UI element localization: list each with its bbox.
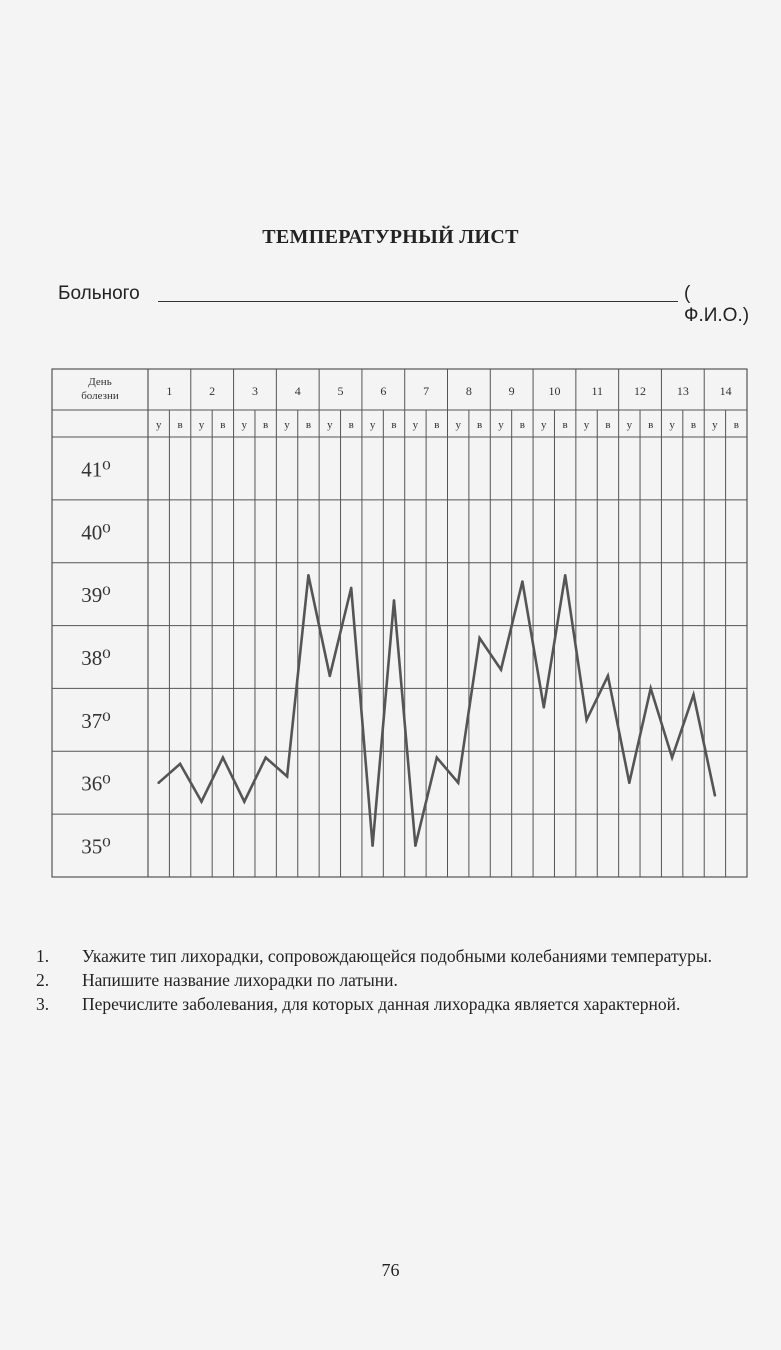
chart-border xyxy=(52,369,747,877)
time-of-day-label: в xyxy=(476,419,483,431)
y-tick-label: 38⁰ xyxy=(81,646,111,670)
y-tick-label: 40⁰ xyxy=(81,520,111,545)
time-of-day-label: у xyxy=(327,419,333,431)
temperature-point xyxy=(414,844,417,847)
y-tick-label: 39⁰ xyxy=(81,583,111,608)
temperature-point xyxy=(393,599,396,602)
day-number: 4 xyxy=(294,384,301,398)
time-of-day-label: в xyxy=(605,419,611,431)
question-number: 3. xyxy=(36,994,50,1014)
time-of-day-label: в xyxy=(220,419,226,431)
temperature-point xyxy=(264,756,267,759)
temperature-point xyxy=(692,693,695,696)
temperature-point xyxy=(157,781,160,784)
question-text: Укажите тип лихорадки, сопровождающейся подобными колебаниями температуры. xyxy=(82,946,713,966)
questions-list xyxy=(36,944,756,1016)
temperature-point xyxy=(500,668,503,671)
time-of-day-label: у xyxy=(198,419,205,431)
time-of-day-label: в xyxy=(434,419,440,431)
temperature-point xyxy=(371,844,374,847)
temperature-point xyxy=(179,763,182,766)
page-title: ТЕМПЕРАТУРНЫЙ ЛИСТ xyxy=(262,226,519,248)
temperature-point xyxy=(585,719,588,722)
day-number: 10 xyxy=(548,384,561,398)
temperature-point xyxy=(436,756,439,759)
page-number: 76 xyxy=(381,1260,400,1280)
time-of-day-label: у xyxy=(541,419,547,431)
temperature-point xyxy=(329,675,332,678)
time-of-day-label: у xyxy=(669,419,675,431)
y-tick-label: 37⁰ xyxy=(81,708,111,733)
patient-label: Больного xyxy=(58,283,140,304)
question-text: Перечислите заболевания, для которых данная лихорадка является характерной. xyxy=(82,994,681,1014)
time-of-day-label: у xyxy=(712,419,718,431)
patient-fio-hint: ( Ф.И.О.) xyxy=(684,283,750,326)
time-of-day-label: в xyxy=(263,419,269,431)
day-number: 5 xyxy=(337,384,344,398)
time-of-day-label: у xyxy=(583,419,590,431)
day-number: 8 xyxy=(465,384,472,398)
temperature-point xyxy=(628,781,631,784)
temperature-point xyxy=(649,687,652,690)
day-number: 3 xyxy=(251,384,258,398)
time-of-day-label: в xyxy=(348,419,354,431)
temperature-point xyxy=(564,574,567,577)
day-number: 13 xyxy=(676,384,689,398)
day-number: 11 xyxy=(591,384,604,398)
day-number: 7 xyxy=(423,384,430,398)
day-number: 14 xyxy=(719,384,732,398)
day-number: 9 xyxy=(508,384,515,398)
y-tick-label: 35⁰ xyxy=(81,834,111,859)
time-of-day-label: у xyxy=(498,419,504,431)
day-number: 12 xyxy=(634,384,647,398)
day-number: 1 xyxy=(166,384,173,398)
time-of-day-label: у xyxy=(369,419,376,431)
question-3 xyxy=(36,992,756,1016)
time-of-day-label: в xyxy=(177,419,183,431)
y-tick-label: 36⁰ xyxy=(81,771,111,796)
day-number: 6 xyxy=(380,384,387,398)
temperature-point xyxy=(243,800,246,803)
temperature-point xyxy=(222,756,225,759)
y-tick-label: 41⁰ xyxy=(81,457,111,482)
temperature-point xyxy=(543,706,546,709)
question-number: 1. xyxy=(36,946,50,966)
temperature-point xyxy=(307,574,310,577)
header-label-illness: болезни xyxy=(81,390,119,402)
time-of-day-label: в xyxy=(305,419,312,431)
time-of-day-label: в xyxy=(733,419,739,431)
time-of-day-label: в xyxy=(391,419,397,431)
time-of-day-label: в xyxy=(648,419,654,431)
time-of-day-label: в xyxy=(690,419,697,431)
temperature-point xyxy=(521,580,524,583)
temperature-point xyxy=(200,800,203,803)
temperature-point xyxy=(286,775,289,778)
time-of-day-label: у xyxy=(284,419,290,431)
question-number: 2. xyxy=(36,970,50,990)
header-label-day: День xyxy=(88,376,112,388)
temperature-point xyxy=(350,587,353,590)
temperature-line xyxy=(159,575,715,845)
temperature-point xyxy=(457,781,460,784)
time-of-day-label: у xyxy=(455,419,461,431)
time-of-day-label: у xyxy=(155,419,162,431)
question-text: Напишите название лихорадки по латыни. xyxy=(82,970,398,990)
question-2 xyxy=(36,968,756,992)
time-of-day-label: у xyxy=(241,419,248,431)
time-of-day-label: у xyxy=(412,419,419,431)
temperature-point xyxy=(478,637,481,640)
temperature-point xyxy=(607,675,610,678)
time-of-day-label: в xyxy=(562,419,568,431)
temperature-point xyxy=(671,756,674,759)
question-1 xyxy=(36,944,756,968)
time-of-day-label: у xyxy=(626,419,633,431)
time-of-day-label: в xyxy=(519,419,525,431)
temperature-point xyxy=(714,794,717,797)
day-number: 2 xyxy=(209,384,216,398)
